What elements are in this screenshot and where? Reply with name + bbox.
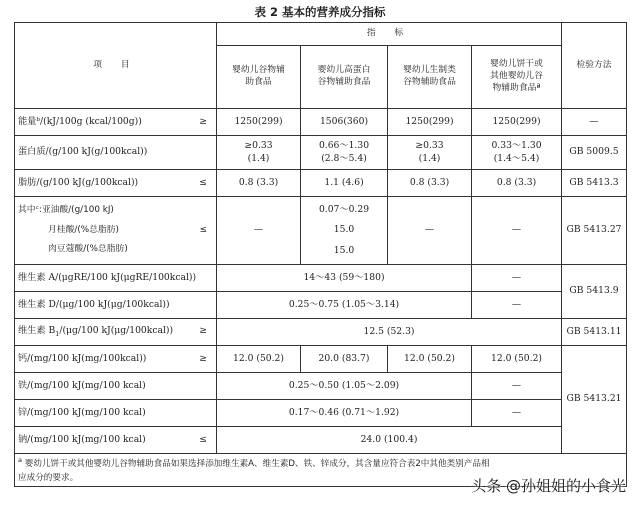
- row-label-zinc: 锌/(mg/100 kJ(mg/100 kcal): [15, 400, 217, 427]
- table-row: [15, 400, 627, 427]
- cell-dash: —: [388, 197, 472, 265]
- cell-dash: —: [472, 197, 562, 265]
- cell-value: 0.8 (3.3): [388, 170, 472, 197]
- cell-value: 20.0 (83.7): [301, 346, 388, 373]
- row-label-sodium: 钠/(mg/100 kJ(mg/100 kcal) ≤: [15, 427, 217, 454]
- cell-method: GB 5413.27: [562, 197, 627, 265]
- cell-value: 1250(299): [472, 109, 562, 136]
- row-label-vitamin-d: 维生素 D/(μg/100 kJ(μg/100kcal)): [15, 292, 217, 319]
- header-col-raw: 婴幼儿生制类 谷物辅助食品: [388, 46, 472, 109]
- cell-value: 12.0 (50.2): [217, 346, 301, 373]
- row-label-iron: 铁/(mg/100 kJ(mg/100 kcal): [15, 373, 217, 400]
- table-title: 表 2 基本的营养成分指标: [254, 5, 386, 19]
- cell-dash: —: [472, 400, 562, 427]
- table-row: [15, 136, 627, 170]
- cell-value: 14～43 (59～180): [217, 265, 472, 292]
- cell-value: ≥0.33 (1.4): [388, 136, 472, 170]
- row-label-energy: 能量ᵇ/(kJ/100g (kcal/100g)) ≥: [15, 109, 217, 136]
- row-label-vitamin-b1: 维生素 $B_1/(\mu g/100$ kJ(μg/100kcal)) ≥: [15, 319, 217, 346]
- table-row: [15, 170, 627, 197]
- table-row: [15, 373, 627, 400]
- cell-value: 0.66～1.30 (2.8～5.4): [301, 136, 388, 170]
- cell-value: 0.25～0.75 (1.05～3.14): [217, 292, 472, 319]
- cell-value: 1250(299): [217, 109, 301, 136]
- nutrition-table: [14, 22, 627, 487]
- header-item: 项 目: [15, 23, 217, 109]
- row-label-fatty-acids: 其中ᶜ:亚油酸/(g/100 kJ) 月桂酸/(%总脂肪) ≤ 肉豆蔻酸/(%总脂肪): [15, 197, 217, 265]
- cell-value: 12.0 (50.2): [472, 346, 562, 373]
- cell-method: —: [562, 109, 627, 136]
- table-row-fatty-acids: [15, 197, 627, 265]
- cell-method: GB 5413.3: [562, 170, 627, 197]
- header-col-high-protein: 婴幼儿高蛋白 谷物辅助食品: [301, 46, 388, 109]
- cell-value: 24.0 (100.4): [217, 427, 562, 454]
- row-label-fat: 脂肪/(g/100 kJ(g/100kcal)) ≤: [15, 170, 217, 197]
- cell-dash: —: [472, 265, 562, 292]
- cell-value: 0.07～0.29 15.0 15.0: [301, 197, 388, 265]
- table-row: [15, 109, 627, 136]
- row-label-calcium: 钙/(mg/100 kJ(mg/100kcal)) ≥: [15, 346, 217, 373]
- cell-method: GB 5413.21: [562, 346, 627, 454]
- header-indicator: 指 标: [217, 23, 562, 46]
- cell-method: GB 5413.9: [562, 265, 627, 319]
- cell-value: 0.25～0.50 (1.05～2.09): [217, 373, 472, 400]
- cell-value: 0.8 (3.3): [472, 170, 562, 197]
- row-label-protein: 蛋白质/(g/100 kJ(g/100kcal)): [15, 136, 217, 170]
- cell-dash: —: [217, 197, 301, 265]
- header-col-cereal: 婴幼儿谷物辅 助食品: [217, 46, 301, 109]
- table-row: [15, 265, 627, 292]
- cell-value: 1506(360): [301, 109, 388, 136]
- table-row: [15, 292, 627, 319]
- cell-value: 12.5 (52.3): [217, 319, 562, 346]
- header-col-biscuit: 婴幼儿饼干或 其他婴幼儿谷 物辅助食品ª: [472, 46, 562, 109]
- table-row: [15, 346, 627, 373]
- footnote: $^a$ 婴幼儿饼干或其他婴幼儿谷物辅助食品如果选择添加维生素A、维生素D、铁、锌成分，其含量应符合表2中其他类别产品相 应成分的要求。: [15, 454, 627, 487]
- watermark: 头条 @孙姐姐的小食光: [471, 477, 626, 495]
- cell-value: 1.1 (4.6): [301, 170, 388, 197]
- cell-method: GB 5413.11: [562, 319, 627, 346]
- cell-value: 1250(299): [388, 109, 472, 136]
- row-label-vitamin-a: 维生素 A/(μgRE/100 kJ(μgRE/100kcal)): [15, 265, 217, 292]
- cell-value: 12.0 (50.2): [388, 346, 472, 373]
- cell-value: 0.17～0.46 (0.71～1.92): [217, 400, 472, 427]
- cell-value: 0.33～1.30 (1.4～5.4): [472, 136, 562, 170]
- cell-dash: —: [472, 373, 562, 400]
- cell-dash: —: [472, 292, 562, 319]
- cell-value: ≥0.33 (1.4): [217, 136, 301, 170]
- cell-value: 0.8 (3.3): [217, 170, 301, 197]
- header-method: 检验方法: [562, 23, 627, 109]
- table-row: [15, 427, 627, 454]
- table-row: [15, 319, 627, 346]
- cell-method: GB 5009.5: [562, 136, 627, 170]
